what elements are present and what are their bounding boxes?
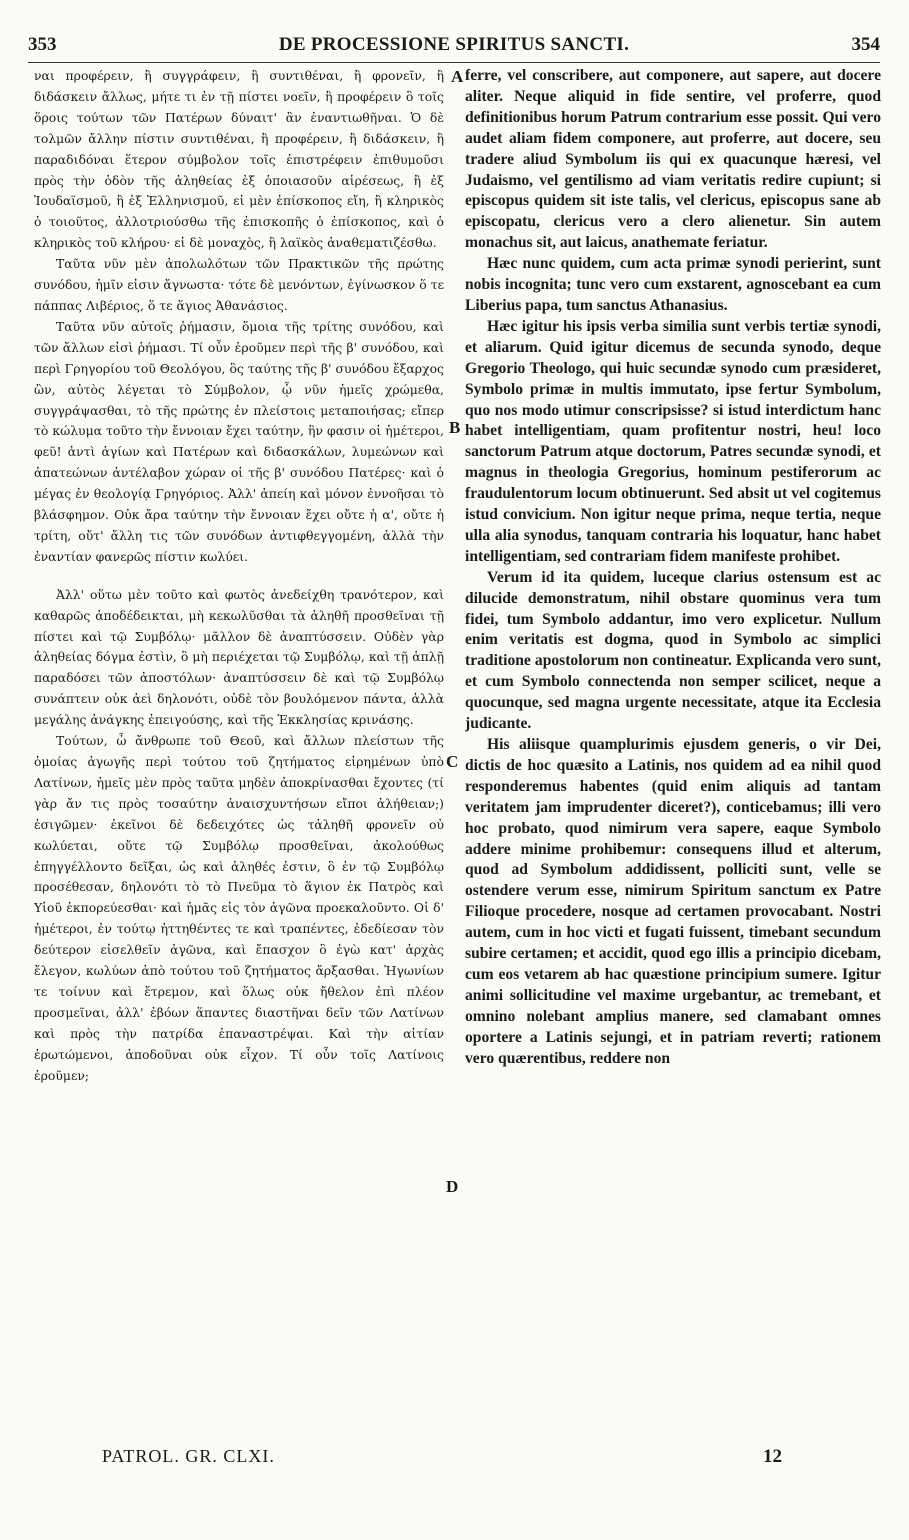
greek-paragraph-3: Ταῦτα νῦν αὐτοῖς ῥήμασιν, ὅμοια τῆς τρίτης συνόδου, καὶ τῶν ἄλλων εἰσὶ ῥήμασι. Τί οὖν ἐροῦμεν περὶ τῆς β' συνόδου, καὶ περὶ Γρηγορίου τοῦ Θεολόγου, ὃς ταύτης τῆς β' συνόδου ἔξαρχος ὢν, αὐτὸς λέγεται τὸ Σύμβολον, ᾧ νῦν ἡμεῖς χρώμεθα, συγγράψασθαι, τὸ τῆς πρώτης ἐν πλείστοις μεταποιήσας; εἴπερ τὸ κώλυμα τοῦτο τὴν ἔννοιαν ἔχει ταύτην, ἣν φασιν οἱ ἡμέτεροι, φεῦ! ἀντὶ ἁγίων καὶ Πατέρων καὶ διδασκάλων, λυμεώνων καὶ ἀπατεώνων ἀντέλαβον χώραν οἱ τῆς β' συνόδου Πατέρες· καὶ ὁ μέγας ἐν θεολογίᾳ Γρηγόριος. Ἀλλ' ἀπείη καὶ μόνον ἐννοῆσαι τὸ βλάσφημον. Οὐκ ἄρα ταύτην τὴν ἔννοιαν ἔχει οὔτε ἡ α', οὔτε ἡ τρίτη, οὔτ' ἄλλη τις τῶν συνόδων ἀντιφθεγγομένη, ἀλλὰ τὴν ἐναντίαν φανερῶς πίστιν κωλύει.: [34, 318, 444, 564]
page-number-left: 353: [28, 34, 57, 55]
latin-column: [465, 66, 881, 1466]
section-marker-d: D: [446, 1177, 459, 1196]
latin-paragraph-5: His aliisque quamplurimis ejusdem generis, o vir Dei, dictis de hoc quæsito a Latinis, nos quidem ad ea nihil quod responderemus habentes (quid enim aliquis ad tantam veritatem jam imprudenter diceret?), conticebamus; illi vero hoc probato, quod nimirum vera sapere, eaque Symbolo addere minime prohibemur: consequens illud et alterum, quod ad Symbolum addidissent, polliciti sunt, velle se ostendere verum esse, nimirum Spiritum sanctum ex Patre Filioque procedere, nosque ad certamen provocabant. Nostri autem, cum in hoc victi et fugati fuissent, timebant secundum subire certamen; et accidit, quod ego illis a principio dicebam, cum eos vetarem ab hac quæstione principium sumere. Igitur animi sollicitudine vel maxime urgebantur, ac tremebant, et omnino nolebant amplius manere, sed clamabant omnes oportere a Latinis sejungi, et in patriam reverti; rationem vero quærentibus, reddere non: [465, 736, 881, 1067]
header-rule: [28, 62, 880, 63]
running-title: DE PROCESSIONE SPIRITUS SANCTI.: [278, 34, 630, 55]
greek-paragraph-1: ναι προφέρειν, ἢ συγγράφειν, ἢ συντιθέναι, ἢ φρονεῖν, ἢ διδάσκειν ἄλλως, μήτε τι ἐν τῇ πίστει νοεῖν, ἢ προφέρειν ὃ τοῖς ὅροις τούτων τῶν Πατέρων δύναιτ' ἂν ἐναντιωθῆναι. Ὁ δὲ τολμῶν ἄλλην πίστιν συντιθέναι, ἢ προφέρειν, ἢ διδάσκειν, ἢ παραδιδόναι ἕτερον σύμβολον τοῖς ἐπιστρέφειν ἐπιθυμοῦσι πρὸς τὴν ὁδὸν τῆς ἀληθείας ἐξ ὁποιασοῦν αἱρέσεως, ἢ ἐξ Ἰουδαϊσμοῦ, ἢ ἐξ Ἑλληνισμοῦ, εἰ μὲν ἐπίσκοπος εἴη, ἢ κληρικὸς ὁ τοιοῦτος, ἀλλοτριούσθω τῆς ἐπισκοπῆς ὁ ἐπίσκοπος, καὶ ὁ κληρικὸς τοῦ κλήρου· εἰ δὲ μοναχὸς, ἢ λαϊκὸς ἀναθεματιζέσθω.: [34, 68, 444, 251]
greek-paragraph-4: Ἀλλ' οὕτω μὲν τοῦτο καὶ φωτὸς ἀνεδείχθη τρανότερον, καὶ καθαρῶς ἀποδέδεικται, μὴ κεκωλῦσθαι τὰ ἀληθῆ προσθεῖναι τῇ πίστει καὶ τῷ Συμβόλῳ· μᾶλλον δὲ ἀναπτύσσειν. Οὐδὲν γὰρ ἀληθείας δόγμα ἐστὶν, ὃ μὴ περιέχεται τῷ Συμβόλῳ, καὶ τῇ ἁπλῇ παραδόσει τῶν ἀποστόλων· ἀναπτύσσειν δὲ καὶ τῷ Συμβόλῳ συνάπτειν οὐκ ἀεὶ δηλονότι, οὐδὲ τὸν βουλόμενον πάντα, ἀλλὰ μεγάλης ἀνάγκης ἐπειγούσης, καὶ τῆς Ἐκκλησίας κρινάσης.: [34, 586, 444, 728]
greek-paragraph-5: Τούτων, ὦ ἄνθρωπε τοῦ Θεοῦ, καὶ ἄλλων πλείστων τῆς ὁμοίας ἀγωγῆς περὶ τούτου τοῦ ζητήματος εἰρημένων ὑπὸ Λατίνων, ἡμεῖς μὲν πρὸς ταῦτα μηδὲν ἀποκρίνασθαι ἔχοντες (τί γὰρ ἄν τις πρὸς τοσαύτην ἀναισχυντήσων εἴποι ἀλήθειαν;) ἐσιγῶμεν· ἐκεῖνοι δὲ δεδειχότες ὡς τἀληθῆ φρονεῖν οὐ κωλύεται, οὔτε τῷ Συμβόλῳ προσθεῖναι, ἀκολούθως ἐπηγγέλλοντο δεῖξαι, ὡς καὶ ἀληθές ἐστιν, ὃ ἐν τῷ Συμβόλῳ προσέθεσαν, δηλονότι τὸ τὸ Πνεῦμα τὸ ἅγιον ἐκ Πατρὸς καὶ Υἱοῦ ἐκπορεύεσθαι· καὶ ἡμᾶς εἰς τὸν ἀγῶνα προεκαλοῦντο. Οἱ δ' ἡμέτεροι, ἐν τούτῳ ἡττηθέντες τε καὶ τραπέντες, ἐδεδίεσαν τὸν δεύτερον εἰσελθεῖν ἀγῶνα, καὶ ἔπασχον ὃ ἐγὼ κατ' ἀρχὰς ἔλεγον, κωλύων ἀπὸ τούτου τοῦ ζητήματος ἄρξασθαι. Ἠγωνίων τε τοίνυν καὶ ἔτρεμον, καὶ ὅλως οὐκ ἤθελον ἐπὶ πλέον προσμεῖναι, ἀλλ' ἐβόων ἅπαντες διαστῆναι δεῖν τῶν Λατίνων καὶ πρὸς τὴν πατρίδα ἐπαναστρέψαι. Καὶ τὴν αἰτίαν ἐρωτώμενοι, ἀποδοῦναι οὐκ εἶχον. Τί οὖν τοῖς Λατίνοις ἐροῦμεν;: [34, 733, 444, 1083]
latin-paragraph-1: ferre, vel conscribere, aut componere, aut sapere, aut docere aliter. Neque aliquid in fide sentire, vel proferre, quod definitionibus horum Patrum contrarium esse possit. Qui vero audet aliam fidem componere, aut proferre, aut docere, seu tradere aliud Symbolum iis qui ex quacunque hæresi, vel Judaismo, vel gentilismo ad viam veritatis redire cupiunt; si episcopus quidem sit iste talis, vel clericus, episcopus sane ab episcopatu, clericus vero a clero alienetur. Sin autem monachus sit, aut laicus, anathemate feriatur.: [465, 67, 881, 252]
greek-paragraph-2: Ταῦτα νῦν μὲν ἀπολωλότων τῶν Πρακτικῶν τῆς πρώτης συνόδου, ἡμῖν εἰσιν ἄγνωστα· τότε δὲ μενόντων, ἐγίνωσκον ὅ τε πάππας Λιβέριος, ὅ τε ἅγιος Ἀθανάσιος.: [34, 256, 444, 313]
greek-column: [34, 66, 444, 1466]
page-number-right: 354: [851, 34, 880, 55]
page-header: [28, 34, 880, 60]
footer-sheet-number: 12: [763, 1446, 782, 1467]
section-marker-c: C: [446, 752, 459, 771]
section-marker-a: A: [451, 67, 464, 86]
latin-paragraph-2: Hæc nunc quidem, cum acta primæ synodi perierint, sunt nobis incognita; tunc vero cum exstarent, agnoscebant ea cum Liberius papa, tum sanctus Athanasius.: [465, 255, 881, 314]
footer-signature: PATROL. GR. CLXI.: [102, 1446, 275, 1466]
latin-paragraph-4: Verum id ita quidem, luceque clarius ostensum est ac dilucide demonstratum, nihil obstare quominus vera tum fidei, tum Symbolo addantur, imo vero explicetur. Nullum enim veritatis est dogma, quod in Symbolo ac simplici traditione apostolorum non contineatur. Explicanda vero sunt, et cum Symbolo connectenda non semper scilicet, neque a quocunque, sed magna urgente necessitate, atque ita Ecclesia judicante.: [465, 568, 881, 733]
latin-paragraph-3: Hæc igitur his ipsis verba similia sunt verbis tertiæ synodi, et aliarum. Quid igitur dicemus de secunda synodo, deque Gregorio Theologo, qui huic secundæ synodo cum præsideret, Symbolo primæ in multis immutato, ipse fertur Symbolum, quo nos modo utimur conscripsisse? si istud interdictum hanc habet intelligentiam, quam profitentur nostri, heu! loco sanctorum Patrum atque doctorum, Patres secundæ synodi, et magnus in theologia Gregorius, hominum pestiferorum ac fraudulentorum locum obtinuerunt. Sed absit ut vel cogitemus istud convicium. Non igitur neque prima, neque tertia, neque ulla alia synodus, tanquam contraria his loquatur, hanc habet intelligentiam, sed contrariam fidem manifeste prohibet.: [465, 317, 881, 565]
section-marker-b: B: [449, 418, 461, 437]
